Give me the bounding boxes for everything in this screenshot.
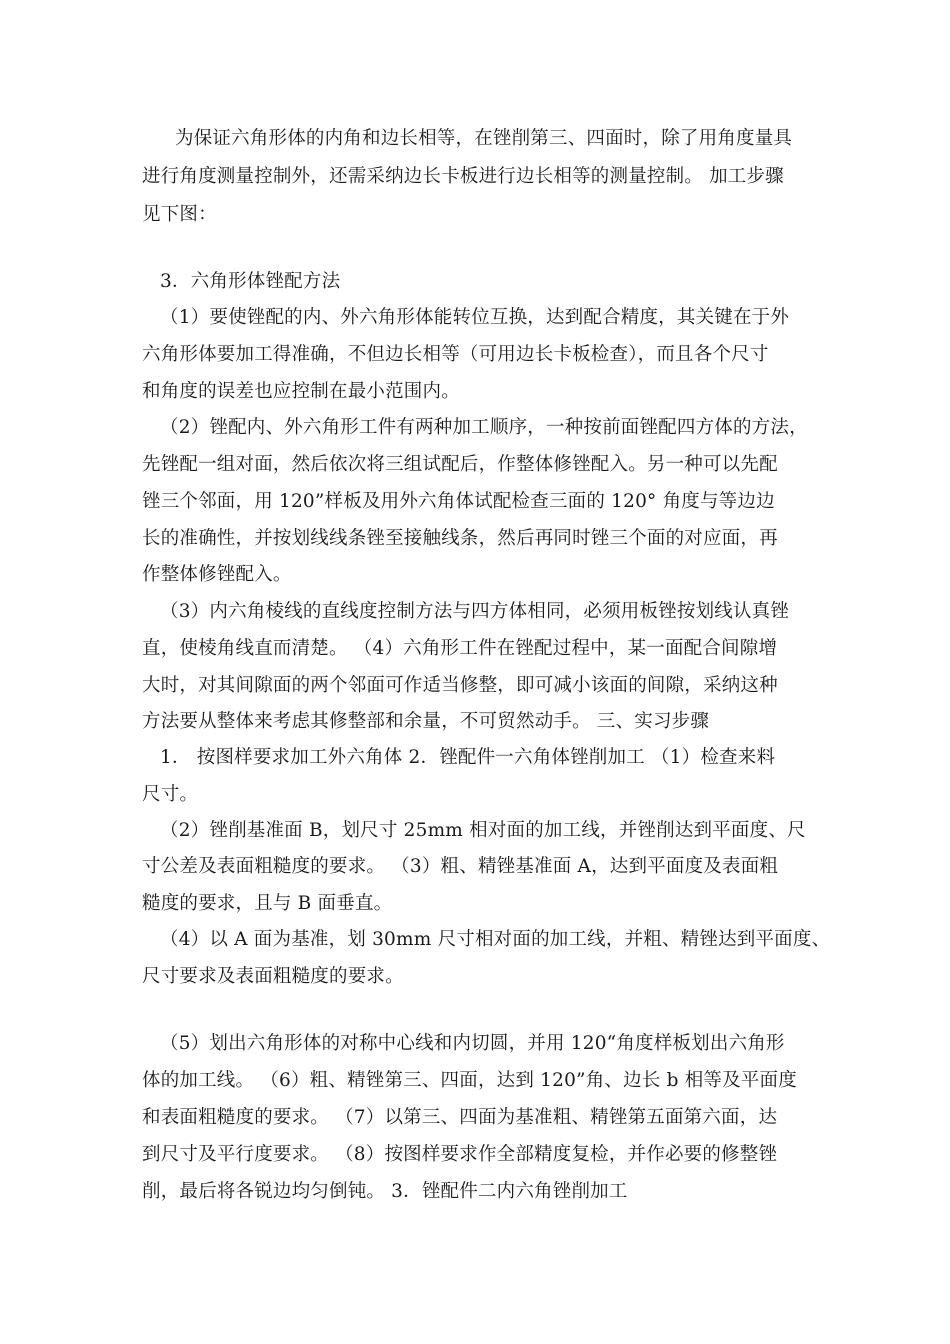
section-heading: 3．六角形体锉配方法 bbox=[160, 271, 341, 292]
text-line: 体的加工线。 （6）粗、精锉第三、四面，达到 120”角、边长 b 相等及平面度 bbox=[142, 1070, 797, 1091]
text-line: 1． 按图样要求加工外六角体 2．锉配件一六角体锉削加工 （1）检查来料 bbox=[160, 747, 776, 768]
text-line: 削，最后将各锐边均匀倒钝。 3．锉配件二内六角锉削加工 bbox=[142, 1181, 628, 1202]
text-line: 方法要从整体来考虑其修整部和余量，不可贸然动手。 三、实习步骤 bbox=[142, 711, 710, 732]
text-line: （2）锉配内、外六角形工件有两种加工顺序，一种按前面锉配四方体的方法， bbox=[160, 417, 808, 438]
text-line: 见下图： bbox=[142, 204, 217, 225]
text-line: （3）内六角棱线的直线度控制方法与四方体相同，必须用板锉按划线认真锉 bbox=[160, 601, 790, 622]
text-line: 锉三个邻面，用 120”样板及用外六角体试配检查三面的 120° 角度与等边边 bbox=[142, 491, 775, 512]
text-line: 到尺寸及平行度要求。 （8）按图样要求作全部精度复检，并作必要的修整锉 bbox=[142, 1144, 778, 1165]
text-line: 六角形体要加工得准确，不但边长相等（可用边长卡板检查），而且各个尺寸 bbox=[142, 344, 769, 365]
text-line: 和表面粗糙度的要求。 （7）以第三、四面为基准粗、精锉第五面第六面，达 bbox=[142, 1107, 778, 1128]
text-line: 尺寸。 bbox=[142, 784, 199, 805]
text-line: 尺寸要求及表面粗糙度的要求。 bbox=[142, 966, 404, 987]
text-line: （5）划出六角形体的对称中心线和内切圆，并用 120“角度样板划出六角形 bbox=[160, 1033, 785, 1054]
text-line: 长的准确性，并按划线线条锉至接触线条，然后再同时锉三个面的对应面，再 bbox=[142, 528, 778, 549]
text-line: 糙度的要求，且与 B 面垂直。 bbox=[142, 893, 393, 914]
text-line: （1）要使锉配的内、外六角形体能转位互换，达到配合精度，其关键在于外 bbox=[160, 307, 790, 328]
text-line: 为保证六角形体的内角和边长相等，在锉削第三、四面时，除了用角度量具 bbox=[175, 128, 793, 149]
text-line: 进行角度测量控制外，还需采纳边长卡板进行边长相等的测量控制。 加工步骤 bbox=[142, 166, 784, 187]
text-line: （4）以 A 面为基准，划 30mm 尺寸相对面的加工线，并粗、精锉达到平面度、 bbox=[160, 929, 831, 950]
text-line: 和角度的误差也应控制在最小范围内。 bbox=[142, 381, 460, 402]
text-line: 大时，对其间隙面的两个邻面可作适当修整，即可减小该面的间隙，采纳这种 bbox=[142, 675, 778, 696]
text-line: 直，使棱角线直而清楚。 （4）六角形工件在锉配过程中，某一面配合间隙增 bbox=[142, 638, 778, 659]
text-line: （2）锉削基准面 B，划尺寸 25mm 相对面的加工线，并锉削达到平面度、尺 bbox=[160, 820, 806, 841]
text-line: 寸公差及表面粗糙度的要求。 （3）粗、精锉基准面 A，达到平面度及表面粗 bbox=[142, 856, 779, 877]
text-line: 作整体修锉配入。 bbox=[142, 564, 292, 585]
text-line: 先锉配一组对面，然后依次将三组试配后，作整体修锉配入。另一种可以先配 bbox=[142, 454, 778, 475]
